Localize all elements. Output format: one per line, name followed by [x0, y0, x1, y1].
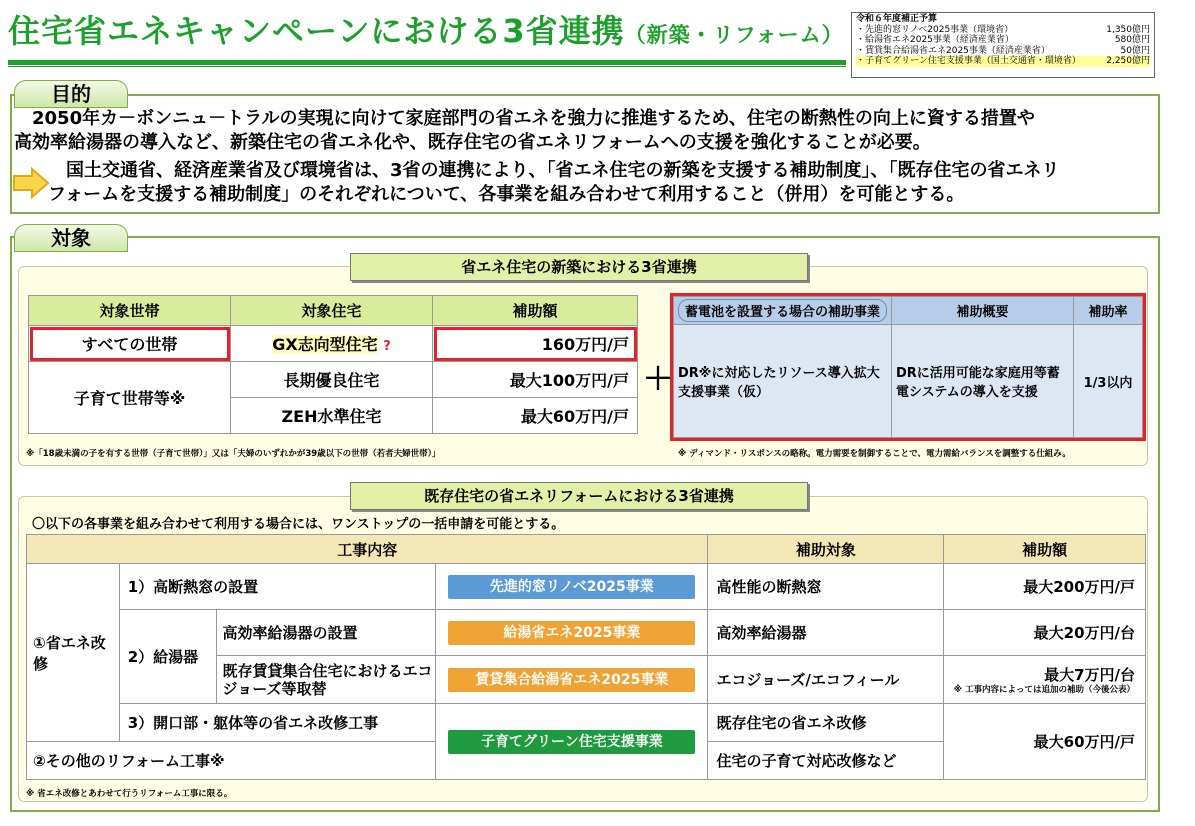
- budget-heading: 令和６年度補正予算: [856, 14, 938, 24]
- budget-amount: 1,350億円: [1106, 24, 1150, 35]
- item-window: 1）高断熱窓の設置: [119, 564, 436, 610]
- budget-label: ・賃貸集合給湯省エネ2025事業（経済産業省）: [856, 45, 1050, 56]
- title-underline: [8, 60, 846, 65]
- amount-water-heater: 最大20万円/台: [944, 610, 1146, 656]
- budget-amount: 50億円: [1120, 45, 1150, 56]
- new-build-note: ※「18歳未満の子を有する世帯（子育て世帯）」又は「夫婦のいずれかが39歳以下の世帯（若者夫婦世帯）」: [26, 449, 441, 459]
- col-battery-rate: 補助率: [1074, 297, 1143, 325]
- amount-long-life: 最大100万円/戸: [433, 362, 638, 398]
- title-main: 住宅省エネキャンペーンにおける3省連携: [8, 12, 625, 50]
- budget-box: [851, 12, 1155, 78]
- col-battery-summary: 補助概要: [892, 297, 1074, 325]
- target-window: 高性能の断熱窓: [708, 564, 944, 610]
- battery-header-pill: 蓄電池を設置する場合の補助事業: [678, 299, 887, 322]
- purpose-line: フォームを支援する補助制度」のそれぞれについて、各事業を組み合わせて利用すること（併用）を可能とする。: [48, 184, 965, 205]
- house-gx: [231, 326, 433, 362]
- item-water-heater: 2）給湯器: [119, 610, 216, 704]
- purpose-line: 国土交通省、経済産業省及び環境省は、3省の連携により、「省エネ住宅の新築を支援する補助制度」、「既存住宅の省エネリ: [48, 160, 1060, 181]
- col-target: 補助対象: [708, 535, 944, 564]
- budget-label: ・先進的窓リノベ2025事業（環境省）: [856, 24, 1014, 35]
- program-child-green: 子育てグリーン住宅支援事業: [448, 730, 695, 754]
- reform-intro: 〇以下の各事業を組み合わせて利用する場合には、ワンストップの一括申請を可能とする。: [32, 517, 565, 532]
- battery-table: [673, 296, 1143, 438]
- title-underline-thin: [8, 66, 846, 67]
- budget-row-highlight: [856, 56, 1150, 67]
- program-cell: [436, 610, 708, 656]
- amount-rental: [944, 656, 1146, 704]
- reform-table: [26, 534, 1146, 780]
- purpose-line: 高効率給湯器の導入など、新築住宅の省エネ化や、既存住宅の省エネリフォームへの支援を強化することが必要。: [14, 132, 931, 153]
- amount-rental-note: ※ 工事内容によっては追加の補助（今後公表）: [953, 685, 1135, 695]
- question-mark: ?: [383, 339, 391, 354]
- budget-amount: 580億円: [1114, 35, 1150, 45]
- household-all: すべての世帯: [29, 326, 231, 362]
- program-cell: [436, 704, 708, 780]
- item-water-heater-a: 高効率給湯器の設置: [216, 610, 436, 656]
- plus-sign: ＋: [643, 362, 673, 397]
- program-window: 先進的窓リノベ2025事業: [448, 575, 695, 599]
- program-water-heater: 給湯省エネ2025事業: [448, 621, 695, 645]
- title-sub: （新築・リフォーム）: [624, 23, 844, 47]
- item-water-heater-b: 既存賃貸集合住宅におけるエコジョーズ等取替: [216, 656, 436, 704]
- target-rental: エコジョーズ/エコフィール: [708, 656, 944, 704]
- house-zeh: ZEH水準住宅: [231, 398, 433, 434]
- col-amount: 補助額: [433, 296, 638, 326]
- household-child: 子育て世帯等※: [29, 362, 231, 434]
- new-build-ribbon: 省エネ住宅の新築における3省連携: [350, 253, 808, 281]
- purpose-paragraph-1: [14, 107, 1035, 155]
- budget-label: ・子育てグリーン住宅支援事業（国土交通省・環境省）: [856, 56, 1081, 66]
- program-cell: [436, 564, 708, 610]
- program-rental: 賃貸集合給湯省エネ2025事業: [448, 668, 695, 692]
- battery-project: DR※に対応したリソース導入拡大支援事業（仮）: [674, 325, 892, 438]
- target-water-heater: 高効率給湯器: [708, 610, 944, 656]
- purpose-paragraph-2: [48, 159, 1060, 207]
- col-amount: 補助額: [944, 535, 1146, 564]
- house-long-life: 長期優良住宅: [231, 362, 433, 398]
- col-battery-project: [674, 297, 892, 325]
- budget-amount: 2,250億円: [1106, 56, 1150, 66]
- target-child-reform: 住宅の子育て対応改修など: [708, 742, 944, 780]
- purpose-tab: 目的: [14, 80, 128, 108]
- budget-row: [856, 46, 1150, 57]
- col-household: 対象世帯: [29, 296, 231, 326]
- col-house: 対象住宅: [231, 296, 433, 326]
- arrow-right-icon: [12, 167, 50, 199]
- page-title: [8, 6, 844, 52]
- target-envelope: 既存住宅の省エネ改修: [708, 704, 944, 742]
- battery-rate: 1/3以内: [1074, 325, 1143, 438]
- reform-ribbon: 既存住宅の省エネリフォームにおける3省連携: [350, 482, 808, 510]
- group-other-reform: ②その他のリフォーム工事※: [27, 742, 436, 780]
- battery-summary: DRに活用可能な家庭用等蓄電システムの導入を支援: [892, 325, 1074, 438]
- budget-row: [856, 35, 1150, 46]
- budget-row: [856, 25, 1150, 36]
- new-build-table: [28, 295, 638, 434]
- amount-window: 最大200万円/戸: [944, 564, 1146, 610]
- amount-gx: 160万円/戸: [433, 326, 638, 362]
- purpose-line: 2050年カ－ボンニュ－トラルの実現に向けて家庭部門の省エネを強力に推進するため、住宅の断熱性の向上に資する措置や: [14, 108, 1035, 129]
- amount-rental-value: 最大7万円/台: [1044, 666, 1135, 684]
- house-gx-label: GX志向型住宅: [272, 335, 378, 354]
- group-energy-saving: ①省エネ改修: [27, 564, 120, 742]
- battery-note: ※ ディマンド・リスポンスの略称。電力需要を制御することで、電力需給バランスを調整する仕組み。: [678, 449, 1071, 459]
- amount-zeh: 最大60万円/戸: [433, 398, 638, 434]
- amount-child-green: 最大60万円/戸: [944, 704, 1146, 780]
- item-envelope: 3）開口部・躯体等の省エネ改修工事: [119, 704, 436, 742]
- program-cell: [436, 656, 708, 704]
- col-work: 工事内容: [27, 535, 708, 564]
- reform-note: ※ 省エネ改修とあわせて行うリフォーム工事に限る。: [26, 789, 233, 799]
- target-tab: 対象: [14, 224, 128, 252]
- budget-label: ・給湯省エネ2025事業（経済産業省）: [856, 35, 1014, 45]
